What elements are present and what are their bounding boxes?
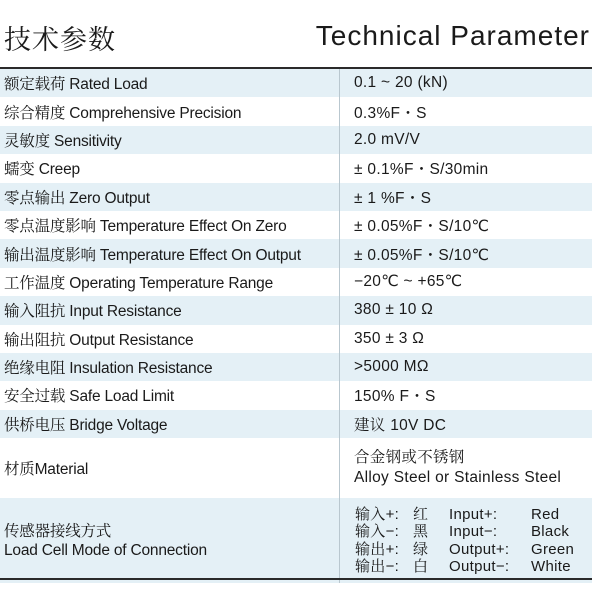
wire-input-plus — [355, 506, 591, 524]
param-value: 0.1 ~ 20 (kN) — [354, 74, 448, 92]
param-label: 灵敏度 Sensitivity — [0, 126, 340, 154]
wire-name-cn: 输出+: — [355, 540, 400, 558]
wire-name-cn: 输出−: — [355, 558, 400, 576]
param-row-temp-effect-zero — [0, 211, 592, 239]
wire-output-plus — [355, 541, 591, 559]
wire-name-en: Input+: — [449, 505, 498, 523]
param-value: ± 1 %F・S — [354, 189, 432, 207]
wire-name-cn: 输入−: — [355, 523, 400, 541]
param-label: 工作温度 Operating Temperature Range — [0, 268, 340, 296]
wire-color-cn: 黑 — [413, 523, 429, 541]
param-value: ± 0.1%F・S/30min — [354, 161, 489, 179]
param-value: ± 0.05%F・S/10℃ — [354, 246, 490, 264]
material-value-en: Alloy Steel or Stainless Steel — [354, 469, 562, 487]
wire-output-minus — [355, 558, 591, 576]
param-label — [0, 498, 340, 583]
param-row-zero-output — [0, 183, 592, 211]
wire-color-cn: 绿 — [413, 540, 429, 558]
connection-label-en: Load Cell Mode of Connection — [4, 541, 207, 559]
param-row-material — [0, 438, 592, 498]
param-value: 350 ± 3 Ω — [354, 329, 425, 347]
param-label: 零点输出 Zero Output — [0, 183, 340, 211]
wiring-list — [340, 498, 592, 583]
wire-name-en: Output−: — [449, 558, 510, 576]
wire-name-cn: 输入+: — [355, 505, 400, 523]
param-label: 输入阻抗 Input Resistance — [0, 296, 340, 324]
connection-label-cn: 传感器接线方式 — [4, 522, 112, 540]
param-value: −20℃ ~ +65℃ — [354, 273, 463, 291]
wire-color-en: Red — [531, 505, 560, 523]
param-value: 建议 10V DC — [354, 416, 447, 434]
param-row-insulation — [0, 353, 592, 381]
param-row-operating-temp — [0, 268, 592, 296]
wire-name-en: Input−: — [449, 523, 498, 541]
param-row-precision — [0, 97, 592, 125]
param-row-input-resistance — [0, 296, 592, 324]
param-label: 综合精度 Comprehensive Precision — [0, 97, 340, 125]
param-value: 150% F・S — [354, 388, 436, 406]
wire-color-en: White — [531, 558, 571, 576]
bottom-rule — [0, 578, 592, 580]
param-row-creep — [0, 154, 592, 182]
param-label: 输出阻抗 Output Resistance — [0, 325, 340, 353]
param-row-safe-load — [0, 381, 592, 409]
param-value: 2.0 mV/V — [354, 130, 421, 148]
param-label: 输出温度影响 Temperature Effect On Output — [0, 239, 340, 267]
param-row-temp-effect-output — [0, 239, 592, 267]
param-label: 额定载荷 Rated Load — [0, 69, 340, 97]
wire-color-en: Black — [531, 523, 570, 541]
material-value-cn: 合金钢或不锈钢 — [354, 449, 465, 467]
param-label: 供桥电压 Bridge Voltage — [0, 410, 340, 438]
header — [0, 0, 600, 68]
param-label: 蠕变 Creep — [0, 154, 340, 182]
page-title-cn: 技术参数 — [4, 25, 116, 56]
param-label: 零点温度影响 Temperature Effect On Zero — [0, 211, 340, 239]
param-row-sensitivity — [0, 126, 592, 154]
page-title-en: Technical Parameter — [315, 20, 590, 51]
param-value: 380 ± 10 Ω — [354, 301, 434, 319]
param-row-bridge-voltage — [0, 410, 592, 438]
wire-input-minus — [355, 523, 591, 541]
param-row-rated-load — [0, 69, 592, 97]
param-row-connection — [0, 498, 592, 583]
param-label: 绝缘电阻 Insulation Resistance — [0, 353, 340, 381]
param-value: 0.3%F・S — [354, 104, 427, 122]
param-value: ± 0.05%F・S/10℃ — [354, 218, 490, 236]
param-label: 安全过载 Safe Load Limit — [0, 381, 340, 409]
wire-name-en: Output+: — [449, 540, 510, 558]
param-value: >5000 MΩ — [354, 358, 429, 376]
wire-color-en: Green — [531, 540, 575, 558]
param-row-output-resistance — [0, 325, 592, 353]
wire-color-cn: 红 — [413, 505, 429, 523]
param-value — [340, 438, 592, 498]
wire-color-cn: 白 — [413, 558, 429, 576]
parameter-table — [0, 69, 592, 583]
param-label: 材质Material — [0, 438, 340, 498]
